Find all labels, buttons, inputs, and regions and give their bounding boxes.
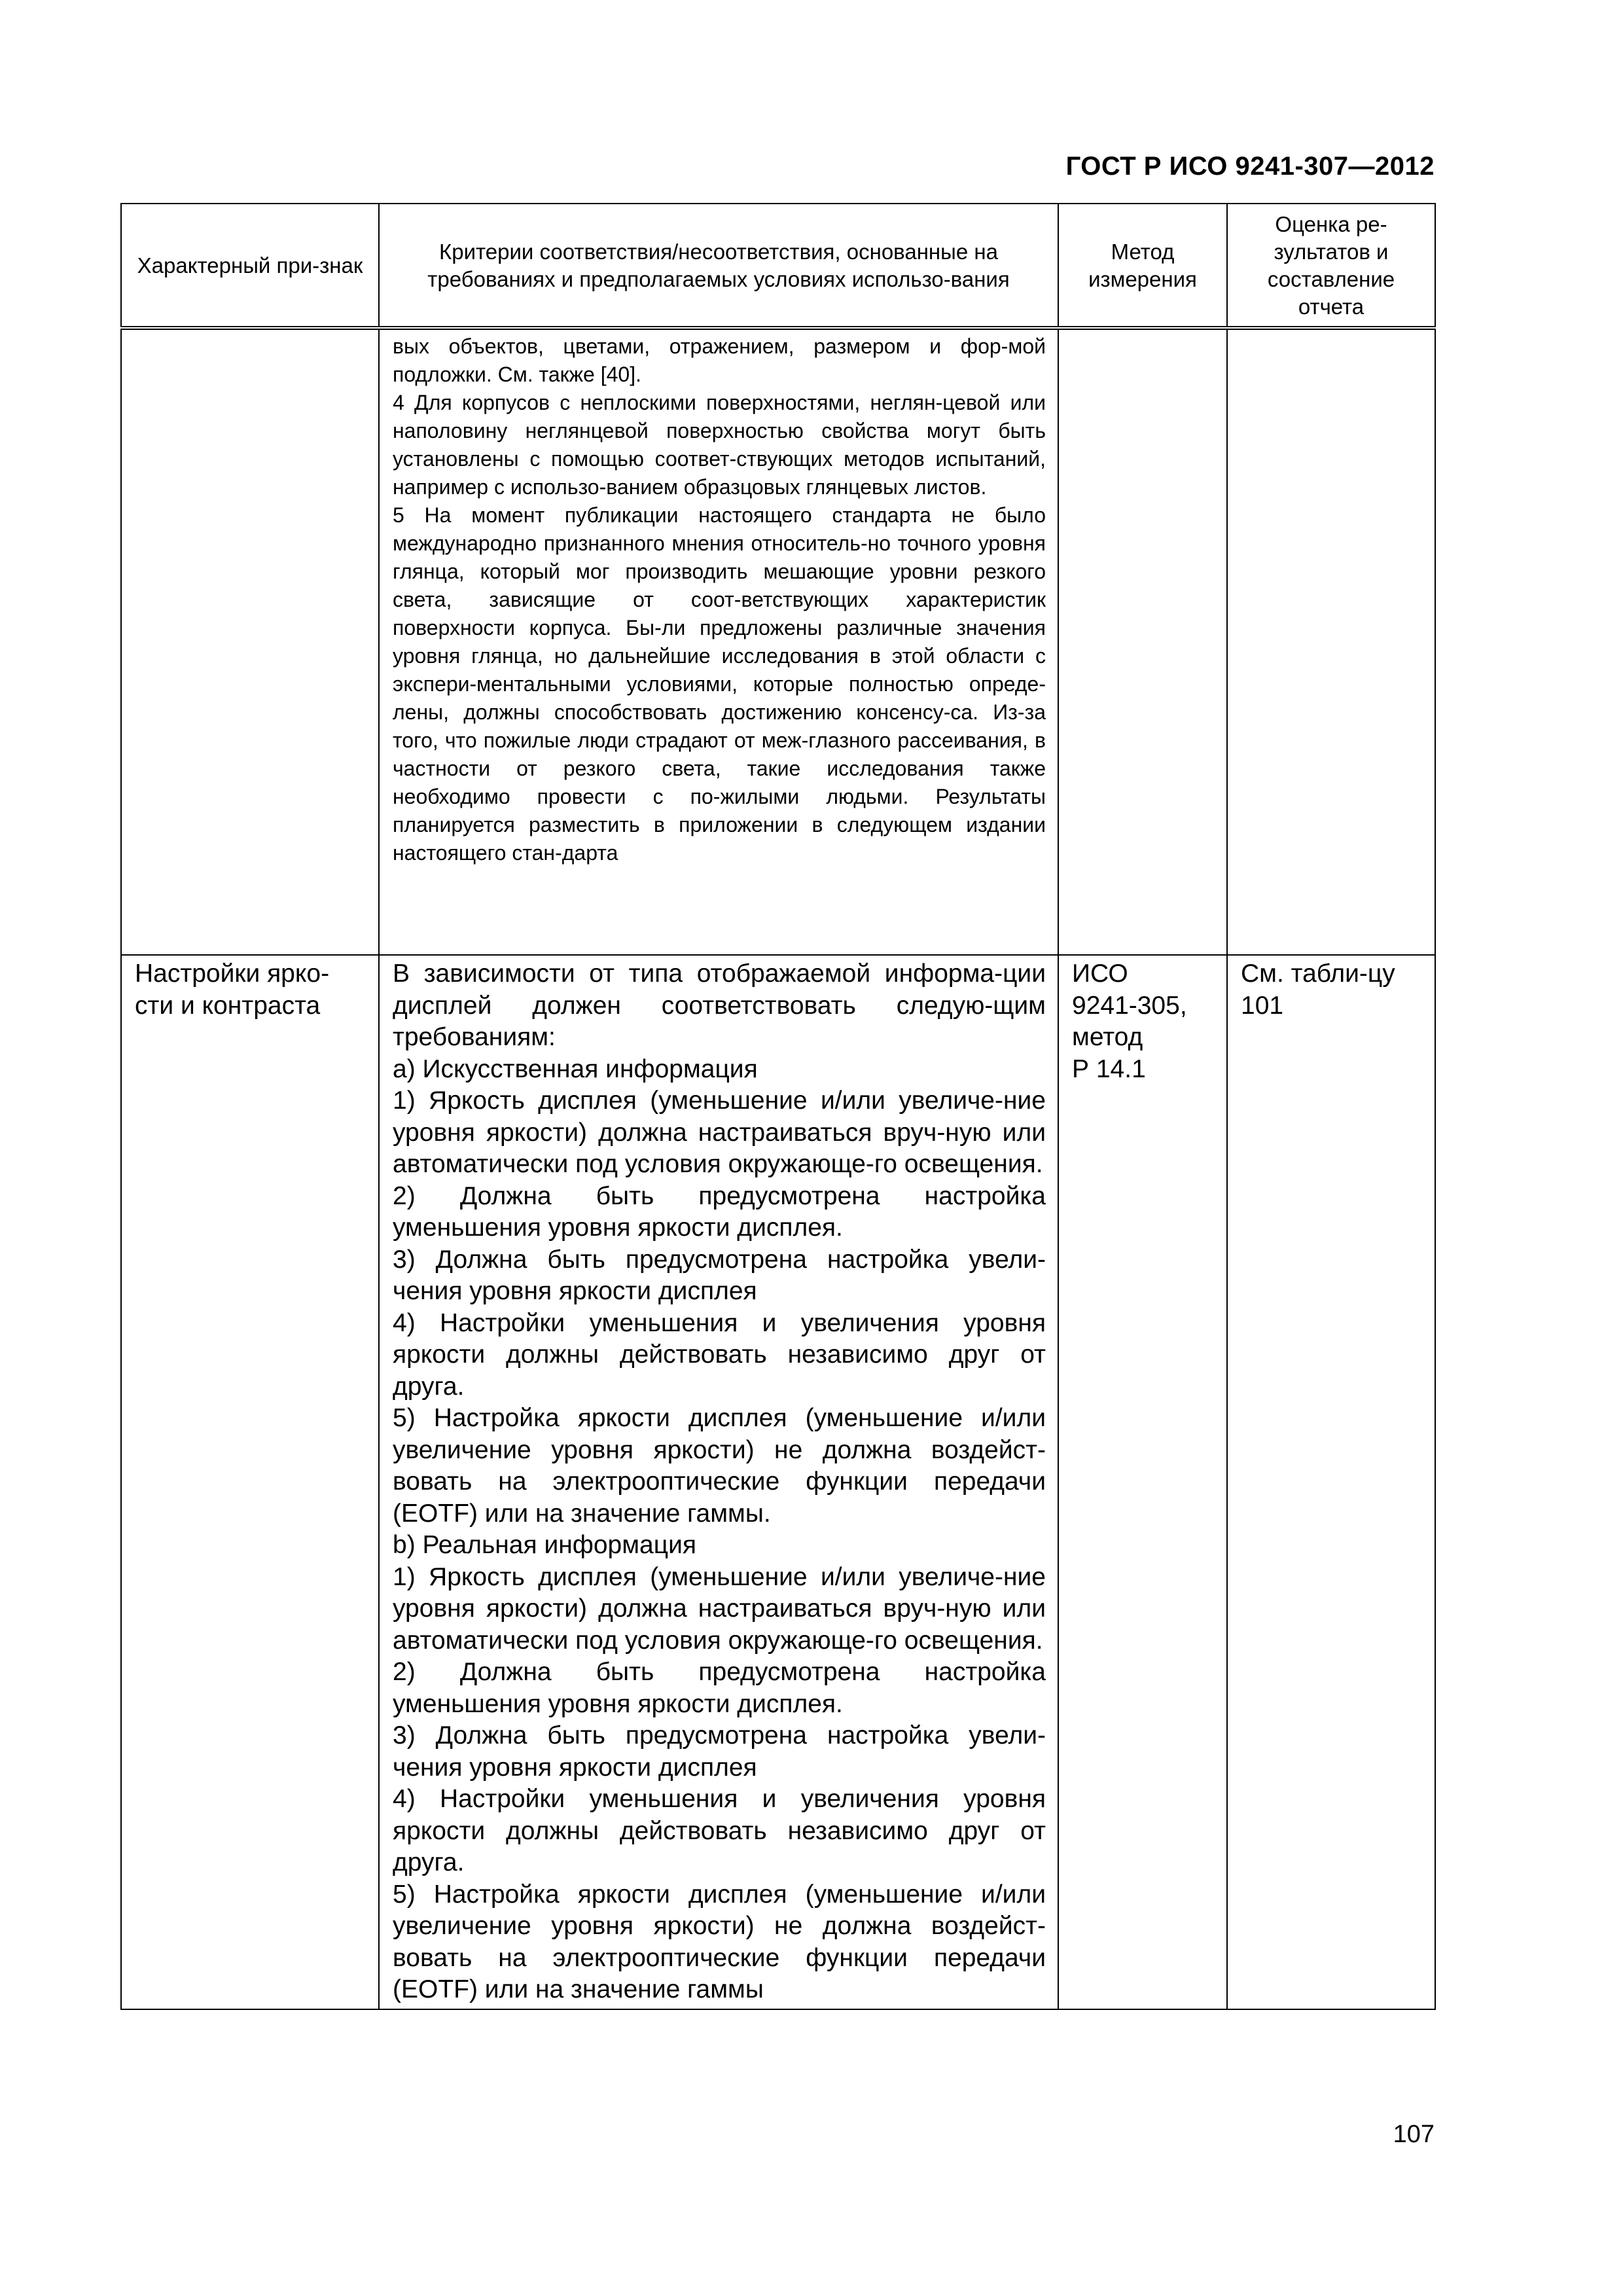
row1-evaluation-cell [1227,328,1435,955]
criteria-paragraph: 5) Настройка яркости дисплея (уменьшение и/или увеличение уровня яркости) не должна воздейст-вовать на электрооптические функции передачи (EOTF) или на значение гаммы. [393,1404,1046,1528]
criteria-paragraph: 3) Должна быть предусмотрена настройка увели-чения уровня яркости дисплея [393,1245,1046,1305]
row2-criteria-cell [379,955,1058,2009]
criteria-paragraph: b) Реальная информация [393,1531,696,1559]
method-line: метод [1072,1023,1143,1051]
header-feature: Характерный при-знак [121,204,379,328]
row2-evaluation-cell [1227,955,1435,2009]
criteria-paragraph: 4) Настройки уменьшения и увеличения уровня яркости должны действовать независимо друг от друга. [393,1785,1046,1876]
method-line: Р 14.1 [1072,1054,1146,1083]
row1-feature-cell [121,328,379,955]
criteria-paragraph: a) Искусственная информация [393,1054,758,1083]
document-header: ГОСТ Р ИСО 9241-307—2012 [1065,152,1435,181]
row2-feature-cell [121,955,379,2009]
table-row [121,955,1435,2009]
criteria-paragraph: 1) Яркость дисплея (уменьшение и/или увеличе-ние уровня яркости) должна настраиваться вруч-ную или автоматически под условия окружающе-го освещения. [393,1086,1046,1178]
criteria-table [120,203,1436,2010]
criteria-paragraph: 4) Настройки уменьшения и увеличения уровня яркости должны действовать независимо друг от друга. [393,1308,1046,1401]
feature-label: Настройки ярко-сти и контраста [135,960,330,1020]
page-number: 107 [1393,2121,1435,2148]
criteria-paragraph: 1) Яркость дисплея (уменьшение и/или увеличе-ние уровня яркости) должна настраиваться вруч-ную или автоматически под условия окружающе-го освещения. [393,1562,1046,1655]
table-row [121,328,1435,955]
criteria-paragraph: 5) Настройка яркости дисплея (уменьшение и/или увеличение уровня яркости) не должна воздейст-вовать на электрооптические функции передачи (EOTF) или на значение гаммы [393,1880,1046,2003]
header-criteria: Критерии соответствия/несоответствия, основанные на требованиях и предполагаемых условиях использо-вания [379,204,1058,328]
criteria-paragraph: 5 На момент публикации настоящего стандарта не было международно признанного мнения относитель-но точного уровня глянца, который мог производить мешающие уровни резкого света, зависящие от соот-ветствующих характеристик поверхности корпуса. Бы-ли предложены различные значения уровня глянца, но дальнейшие исследования в этой области с экспери-ментальными условиями, которые полностью опреде-лены, должны способствовать достижению консенсу-са. Из-за того, что пожилые люди страдают от меж-глазного рассеивания, в частности от резкого света, такие исследования также необходимо провести с по-жилыми людьми. Результаты планируется разместить в приложении в следующем издании настоящего стан-дарта [393,503,1046,865]
header-evaluation: Оценка ре-зультатов и составление отчета [1227,204,1435,328]
criteria-paragraph: 3) Должна быть предусмотрена настройка увели-чения уровня яркости дисплея [393,1721,1046,1782]
criteria-paragraph: 2) Должна быть предусмотрена настройка уменьшения уровня яркости дисплея. [393,1181,1046,1242]
criteria-paragraph: 2) Должна быть предусмотрена настройка уменьшения уровня яркости дисплея. [393,1658,1046,1718]
row1-method-cell [1058,328,1227,955]
criteria-paragraph: 4 Для корпусов с неплоскими поверхностями, неглян-цевой или наполовину неглянцевой поверхностью свойства могут быть установлены с помощью соответ-ствующих методов испытаний, например с использо-ванием образцовых глянцевых листов. [393,391,1046,499]
row2-method-cell [1058,955,1227,2009]
criteria-paragraph: В зависимости от типа отображаемой информа-ции дисплей должен соответствовать следую-щим требованиям: [393,960,1046,1051]
row1-criteria-cell [379,328,1058,955]
method-line: 9241-305, [1072,991,1187,1020]
evaluation-text: См. табли-цу 101 [1241,960,1395,1020]
criteria-paragraph: вых объектов, цветами, отражением, размером и фор-мой подложки. См. также [40]. [393,334,1046,386]
table-header-row [121,204,1435,328]
method-line: ИСО [1072,960,1128,988]
header-method: Метод измерения [1058,204,1227,328]
